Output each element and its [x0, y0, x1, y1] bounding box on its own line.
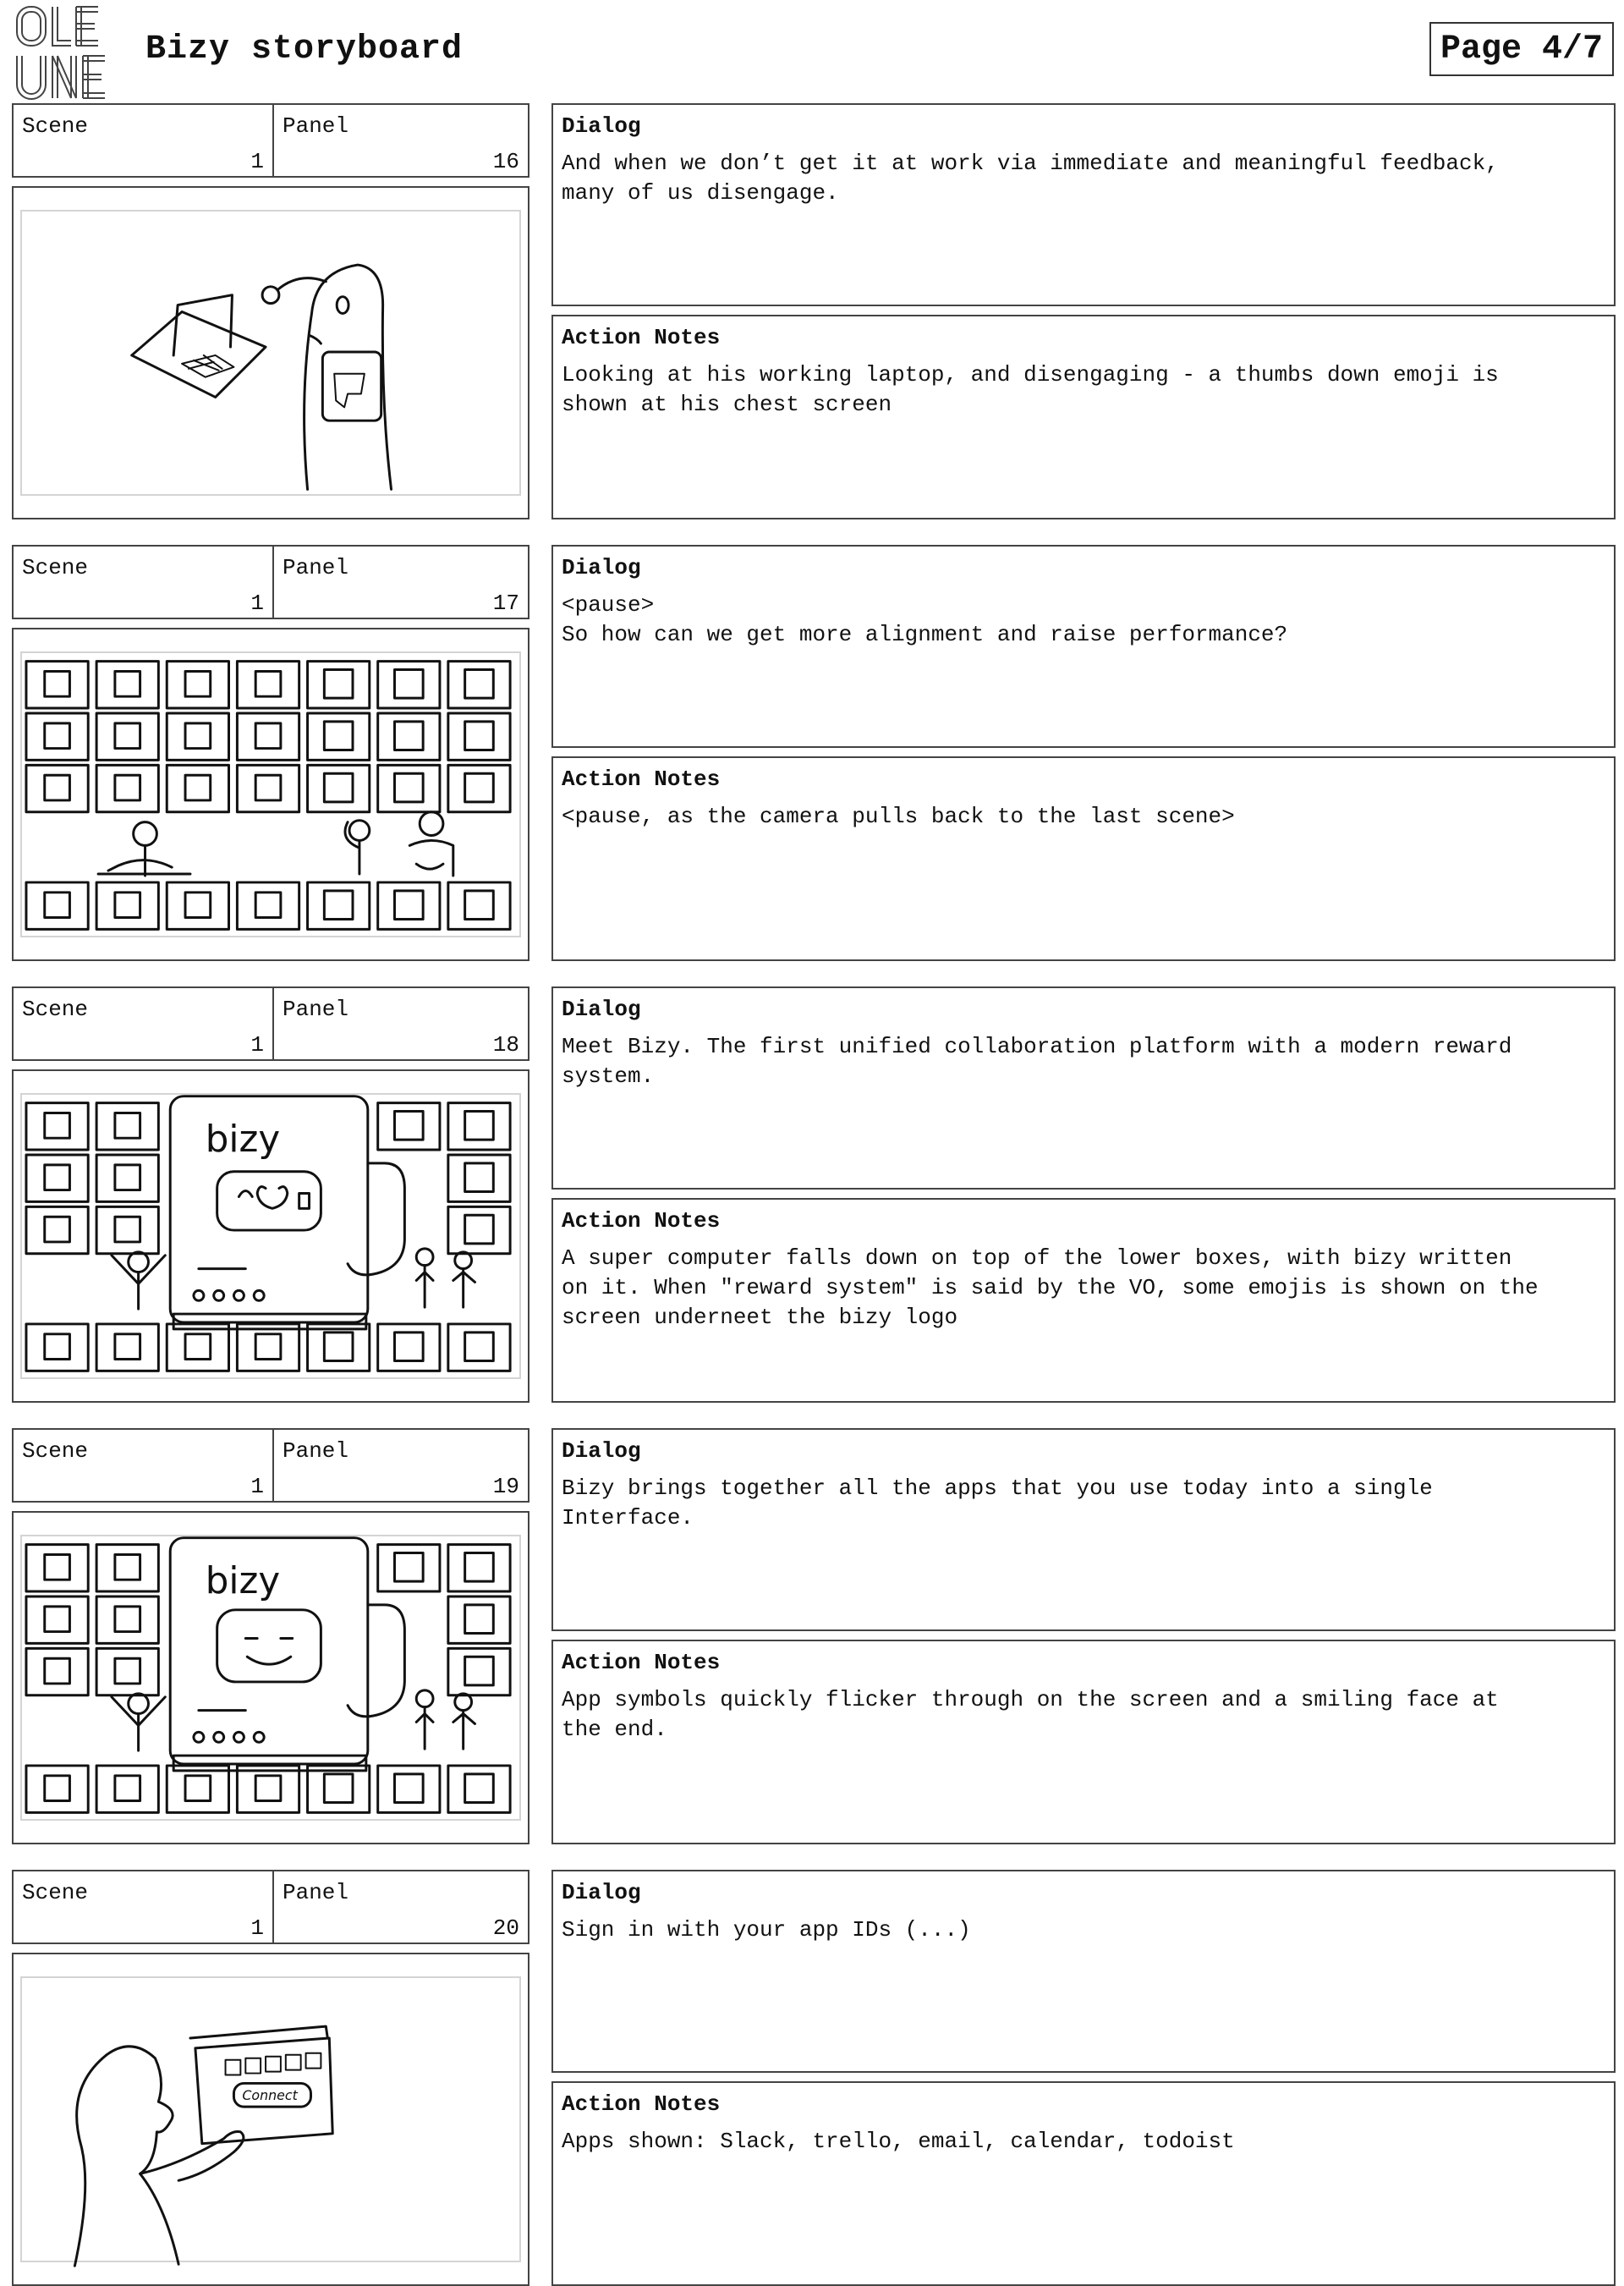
- scene-number: 1: [250, 1032, 264, 1058]
- dialog-text: Meet Bizy. The first unified collaboration platform with a modern reward system.: [562, 1034, 1512, 1089]
- dialog-text: Bizy brings together all the apps that you use today into a single Interface.: [562, 1475, 1433, 1530]
- dialog-text: And when we don’t get it at work via immediate and meaningful feedback, many of us disengage.: [562, 151, 1499, 206]
- dialog-text: Sign in with your app IDs (...): [562, 1917, 971, 1943]
- action-notes-text: <pause, as the camera pulls back to the last scene>: [562, 804, 1235, 829]
- bizy-computer-sketch: [14, 1071, 528, 1401]
- connect-screen-sketch: [14, 1954, 528, 2284]
- action-notes-label: Action Notes: [562, 325, 721, 350]
- document-title: Bizy storyboard: [145, 30, 464, 69]
- panel-number: 20: [492, 1915, 519, 1941]
- panel-label: Panel: [283, 1438, 349, 1464]
- dialog-label: Dialog: [562, 113, 641, 139]
- dialog-label: Dialog: [562, 997, 641, 1022]
- action-notes-label: Action Notes: [562, 1208, 721, 1234]
- storyboard-row: [12, 545, 1616, 961]
- scene-label: Scene: [22, 1880, 89, 1905]
- panel-label: Panel: [283, 113, 349, 139]
- dialog-box: [551, 1428, 1616, 1631]
- action-notes-box: [551, 315, 1616, 519]
- action-notes-label: Action Notes: [562, 2091, 721, 2117]
- app-wall-sketch: [14, 629, 528, 959]
- action-notes-box: [551, 1640, 1616, 1844]
- panel-label: Panel: [283, 997, 349, 1022]
- dialog-label: Dialog: [562, 1880, 641, 1905]
- scene-label: Scene: [22, 555, 89, 580]
- action-notes-box: [551, 756, 1616, 961]
- scene-panel-header: [12, 545, 529, 619]
- action-notes-text: Apps shown: Slack, trello, email, calendar, todoist: [562, 2129, 1235, 2154]
- panel-label: Panel: [283, 1880, 349, 1905]
- scene-panel-header: [12, 1870, 529, 1944]
- panel-number: 17: [492, 591, 519, 616]
- action-notes-box: [551, 2081, 1616, 2286]
- action-notes-text: A super computer falls down on top of the lower boxes, with bizy written on it. When "reward system" is said by the VO, some emojis is shown on the screen underneet the bizy logo: [562, 1245, 1539, 1330]
- action-notes-text: App symbols quickly flicker through on the screen and a smiling face at the end.: [562, 1687, 1499, 1742]
- ole-une-logo: [14, 2, 120, 102]
- scene-panel-header: [12, 1428, 529, 1503]
- connect-label: Connect: [242, 2087, 298, 2104]
- bizy-smile-sketch: [14, 1513, 528, 1843]
- sketch-frame: [12, 1069, 529, 1403]
- dialog-text: <pause> So how can we get more alignment and raise performance?: [562, 592, 1288, 647]
- scene-number: 1: [250, 149, 264, 174]
- sketch-frame: [12, 1953, 529, 2286]
- storyboard-row: [12, 1870, 1616, 2286]
- scene-number: 1: [250, 591, 264, 616]
- storyboard-row: [12, 986, 1616, 1403]
- action-notes-text: Looking at his working laptop, and disengaging - a thumbs down emoji is shown at his chest screen: [562, 362, 1499, 417]
- dialog-label: Dialog: [562, 1438, 641, 1464]
- dialog-label: Dialog: [562, 555, 641, 580]
- scene-panel-header: [12, 103, 529, 178]
- screen-brand-text: bizy: [205, 1560, 281, 1603]
- dialog-box: [551, 1870, 1616, 2073]
- action-notes-label: Action Notes: [562, 767, 721, 792]
- sketch-frame: [12, 186, 529, 519]
- panel-number: 16: [492, 149, 519, 174]
- scene-panel-header: [12, 986, 529, 1061]
- action-notes-label: Action Notes: [562, 1650, 721, 1675]
- scene-label: Scene: [22, 113, 89, 139]
- page-indicator: Page 4/7: [1429, 22, 1614, 76]
- screen-brand-text: bizy: [205, 1118, 281, 1162]
- scene-label: Scene: [22, 1438, 89, 1464]
- storyboard-row: [12, 103, 1616, 519]
- sketch-frame: [12, 1511, 529, 1844]
- dialog-box: [551, 986, 1616, 1190]
- dialog-box: [551, 103, 1616, 306]
- scene-number: 1: [250, 1474, 264, 1499]
- panel-number: 18: [492, 1032, 519, 1058]
- scene-number: 1: [250, 1915, 264, 1941]
- dialog-box: [551, 545, 1616, 748]
- storyboard-row: [12, 1428, 1616, 1844]
- panel-number: 19: [492, 1474, 519, 1499]
- sketch-frame: [12, 628, 529, 961]
- scene-label: Scene: [22, 997, 89, 1022]
- panel-label: Panel: [283, 555, 349, 580]
- robot-laptop-sketch: [14, 188, 528, 518]
- action-notes-box: [551, 1198, 1616, 1403]
